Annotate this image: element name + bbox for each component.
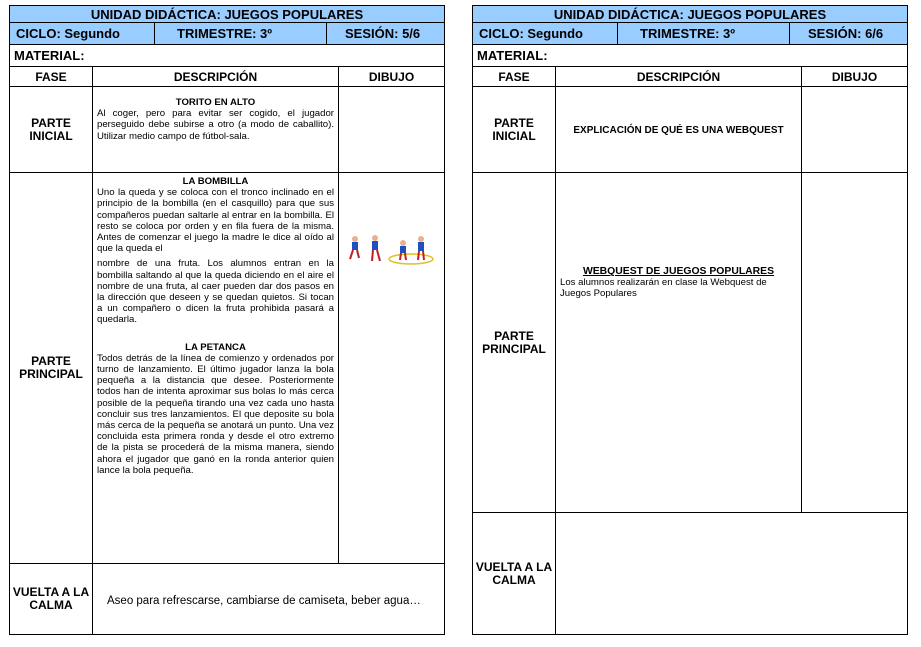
column-headers — [10, 67, 444, 87]
description-cell — [93, 173, 339, 563]
fase-label: PARTE PRINCIPAL — [473, 173, 556, 512]
section-vuelta-calma — [10, 564, 444, 634]
drawing-cell — [339, 173, 444, 563]
fase-label: PARTE INICIAL — [473, 87, 556, 172]
sesion-cell: SESIÓN: 6/6 — [808, 26, 884, 41]
header-descripcion: DESCRIPCIÓN — [93, 67, 339, 86]
game-description-bombilla-b: nombre de una fruta. Los alumnos entran en la bombilla saltando al que la queda diciendo en el aire el nombre de una fruta, al caer pueden dar dos pasos en la dirección que deseen y se quedan quietos. Si tocan a un compañero o dicen la fruta prohibida pasará a quedarla. — [97, 258, 334, 326]
fase-label: VUELTA A LA CALMA — [10, 564, 93, 634]
webquest-description: Los alumnos realizarán en clase la Webquest de Juegos Populares — [560, 277, 767, 300]
description-cell — [556, 173, 802, 512]
webquest-title: WEBQUEST DE JUEGOS POPULARES — [582, 266, 775, 277]
session-sheet-5 — [9, 5, 445, 635]
material-row: MATERIAL: — [473, 45, 907, 67]
ciclo-cell: CICLO: Segundo — [473, 23, 618, 44]
game-title-bombilla: LA BOMBILLA — [182, 176, 249, 187]
header-fase: FASE — [473, 67, 556, 86]
fase-label: VUELTA A LA CALMA — [473, 513, 556, 634]
sheet-title: UNIDAD DIDÁCTICA: JUEGOS POPULARES — [473, 6, 907, 23]
header-descripcion: DESCRIPCIÓN — [556, 67, 802, 86]
header-fase: FASE — [10, 67, 93, 86]
fase-label: PARTE PRINCIPAL — [10, 173, 93, 563]
game-description-petanca: Todos detrás de la línea de comienzo y ordenados por turno de lanzamiento. El último jugador lanza la bola pequeña a la distancia que desee. Posteriormente todos han de intenta aproximar sus bolas lo más cerca posible de la pequeña tirando una vez cada uno hasta concluir sus tres lanzamientos. El que deposite su bola más cerca de la pequeña se anotará un punto. Una vez concluida esta primera ronda y desde el otro extremo de la pista se procederá de la misma manera, siendo ahora el jugador que ganó en la ronda anterior quien lance la bola pequeña. — [97, 352, 334, 476]
description-cell — [93, 564, 444, 634]
header-dibujo: DIBUJO — [831, 70, 878, 84]
section-parte-principal — [473, 173, 907, 513]
sesion-cell: SESIÓN: 5/6 — [345, 26, 421, 41]
fase-label: PARTE INICIAL — [10, 87, 93, 172]
description-cell — [93, 87, 339, 172]
session-meta-row — [473, 23, 907, 45]
drawing-cell — [339, 87, 444, 172]
ciclo-cell: CICLO: Segundo — [10, 23, 155, 44]
game-description: Al coger, pero para evitar ser cogido, el jugador perseguido debe subirse a otro (a modo de caballito). Utilizar medio campo de fútbol-sala. — [97, 108, 334, 142]
session-sheet-6 — [472, 5, 908, 635]
drawing-cell — [802, 173, 907, 512]
section-vuelta-calma — [473, 513, 907, 634]
section-parte-inicial — [473, 87, 907, 173]
sheet-title: UNIDAD DIDÁCTICA: JUEGOS POPULARES — [10, 6, 444, 23]
section-parte-principal — [10, 173, 444, 564]
bombilla-illustration — [343, 233, 441, 269]
section-parte-inicial — [10, 87, 444, 173]
drawing-cell — [802, 87, 907, 172]
description-cell — [556, 513, 907, 634]
game-title-petanca: LA PETANCA — [185, 341, 246, 353]
game-description-bombilla-a: Uno la queda y se coloca con el tronco inclinado en el principio de la bombilla (en el casquillo) para que sus compañeros puedan saltarle al entrar en la bombilla. El resto se coloca por orden y en fila fuera de la misma. Antes de comenzar el juego la madre le dice al oído al que la queda el — [97, 187, 334, 255]
session-meta-row — [10, 23, 444, 45]
header-dibujo: DIBUJO — [368, 70, 415, 84]
trimestre-cell: TRIMESTRE: 3º — [155, 23, 327, 44]
column-headers — [473, 67, 907, 87]
calma-description: Aseo para refrescarse, cambiarse de camiseta, beber agua… — [107, 594, 421, 607]
description-cell — [556, 87, 802, 172]
game-title: TORITO EN ALTO — [175, 97, 256, 108]
material-row: MATERIAL: — [10, 45, 444, 67]
trimestre-cell: TRIMESTRE: 3º — [618, 23, 790, 44]
inicial-description: EXPLICACIÓN DE QUÉ ES UNA WEBQUEST — [573, 125, 784, 137]
